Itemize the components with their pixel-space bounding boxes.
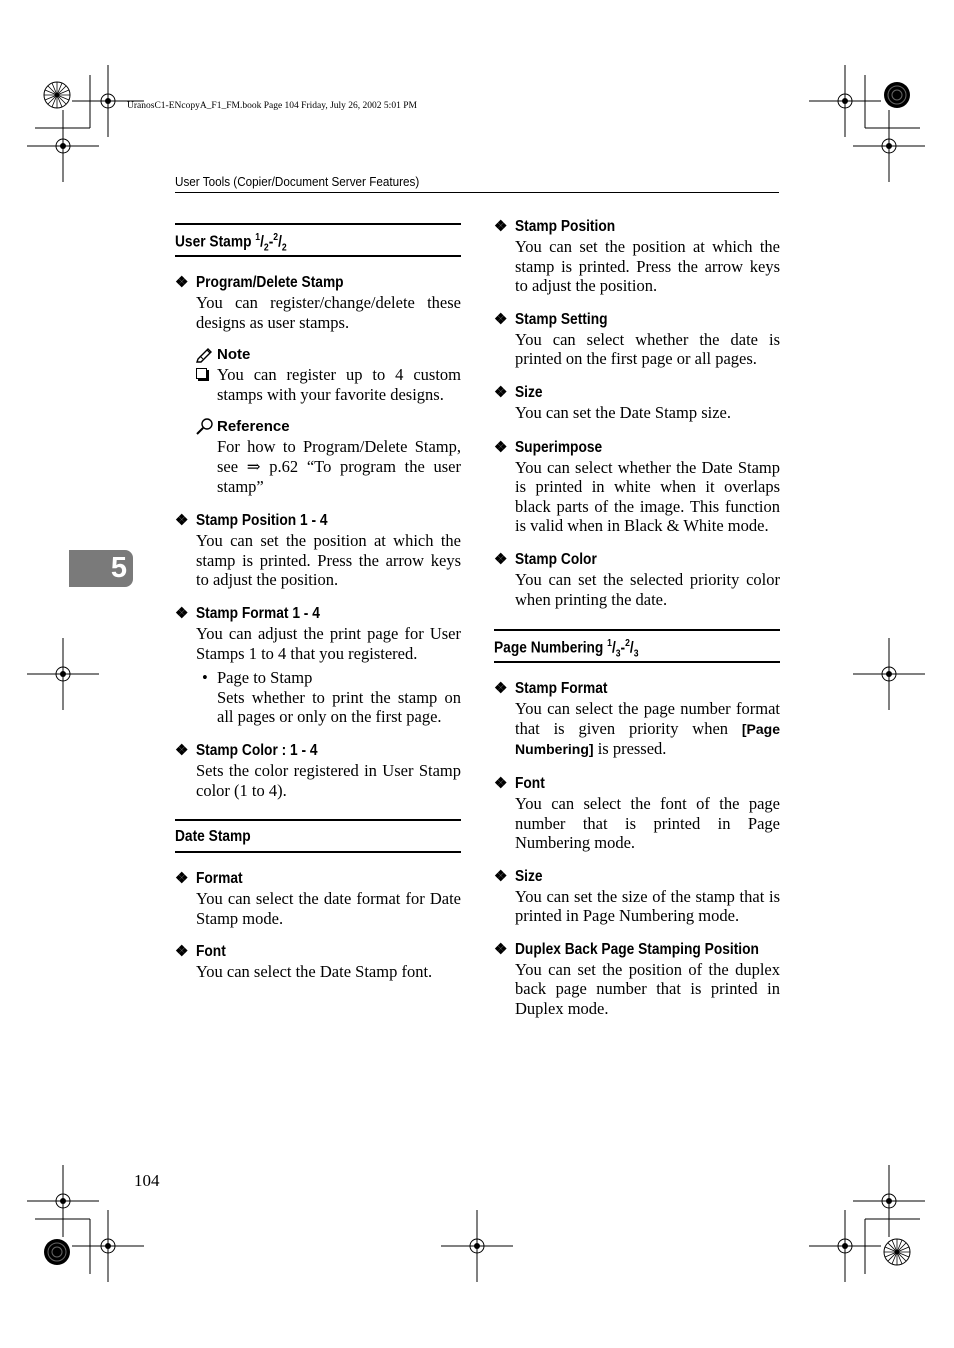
- item-text: You can select the Date Stamp font.: [196, 962, 433, 982]
- section-title: Page Numbering $^1/_3-^2/_3$: [494, 638, 639, 660]
- item-text: You can select the page number format that is given priority when [Page Numbering] is pressed.: [515, 699, 780, 759]
- item-text: You can select whether the date is printed on the first page or all pages.: [515, 329, 780, 369]
- diamond-bullet-icon: ❖: [175, 274, 189, 291]
- item-pn-stamp-format: ❖ Stamp Format: [494, 680, 608, 698]
- item-stamp-position: ❖ Stamp Position: [494, 218, 616, 235]
- diamond-bullet-icon: ❖: [494, 940, 508, 958]
- item-date-font: ❖ Font: [175, 943, 226, 961]
- diamond-bullet-icon: ❖: [175, 741, 189, 759]
- item-stamp-setting: ❖ Stamp Setting: [494, 310, 608, 328]
- item-pn-font: ❖ Font: [494, 774, 545, 792]
- note-item: You can register up to 4 custom stamps with your favorite designs.: [196, 365, 461, 404]
- item-text: You can set the selected priority color when printing the date.: [515, 569, 780, 609]
- page-number: 104: [134, 1171, 160, 1190]
- item-text: You can select the date format for Date Stamp mode.: [196, 889, 461, 928]
- item-text: You can set the Date Stamp size.: [515, 402, 731, 422]
- reference-text: For how to Program/Delete Stamp, see ⇒ p.62 “To program the user stamp”: [217, 437, 461, 496]
- diamond-bullet-icon: ❖: [494, 774, 508, 792]
- chapter-number: 5: [110, 552, 127, 584]
- item-superimpose: ❖ Superimpose: [494, 438, 603, 456]
- item-text: You can select whether the Date Stamp is printed in white when it overlaps black parts of the image. This function is valid when in Black & White mode.: [515, 457, 780, 536]
- diamond-bullet-icon: ❖: [494, 310, 508, 328]
- reference-heading: Reference: [196, 417, 461, 437]
- diamond-bullet-icon: ❖: [494, 550, 508, 568]
- item-date-format: ❖ Format: [175, 870, 243, 888]
- item-size: ❖ Size: [494, 383, 543, 401]
- diamond-bullet-icon: ❖: [494, 438, 508, 456]
- diamond-bullet-icon: ❖: [175, 870, 189, 888]
- item-text: You can register/change/delete these designs as user stamps.: [196, 293, 461, 332]
- bullet-text: Sets whether to print the stamp on all pages or only on the first page.: [217, 687, 461, 727]
- diamond-bullet-icon: ❖: [175, 943, 189, 961]
- item-stamp-position-1-4: ❖ Stamp Position 1 - 4: [175, 512, 328, 530]
- diamond-bullet-icon: ❖: [175, 512, 189, 530]
- item-pn-size: ❖ Size: [494, 867, 543, 885]
- item-pn-duplex: ❖ Duplex Back Page Stamping Position: [494, 940, 759, 958]
- item-stamp-color-1-4: ❖ Stamp Color : 1 - 4: [175, 741, 318, 759]
- item-stamp-format-1-4: ❖ Stamp Format 1 - 4: [175, 604, 320, 622]
- diamond-bullet-icon: ❖: [494, 680, 508, 698]
- item-program-delete-stamp: ❖ Program/Delete Stamp: [175, 274, 344, 291]
- item-text: You can select the font of the page number that is printed in Page Numbering mode.: [515, 793, 780, 853]
- item-text: You can set the position at which the stamp is printed. Press the arrow keys to adjust the position.: [196, 531, 461, 590]
- diamond-bullet-icon: ❖: [494, 867, 508, 885]
- running-title: User Tools (Copier/Document Server Features): [175, 174, 420, 189]
- item-stamp-color: ❖ Stamp Color: [494, 550, 597, 568]
- item-text: You can set the position of the duplex back page number that is printed in Duplex mode.: [515, 959, 780, 1019]
- key-label: [Page Numbering]: [515, 720, 780, 758]
- diamond-bullet-icon: ❖: [494, 383, 508, 401]
- diamond-bullet-icon: ❖: [494, 218, 508, 235]
- diamond-bullet-icon: ❖: [175, 604, 189, 622]
- section-title: Date Stamp: [175, 828, 251, 846]
- item-text: You can set the position at which the stamp is printed. Press the arrow keys to adjust the position.: [515, 237, 780, 296]
- item-text: Sets the color registered in User Stamp color (1 to 4).: [196, 760, 461, 800]
- item-text: You can set the size of the stamp that is printed in Page Numbering mode.: [515, 886, 780, 926]
- item-text: You can adjust the print page for User Stamps 1 to 4 that you registered.: [196, 623, 461, 663]
- bullet-item: • Page to Stamp: [202, 668, 313, 688]
- note-heading: Note: [196, 345, 461, 365]
- file-meta: UranosC1-ENcopyA_F1_FM.book Page 104 Friday, July 26, 2002 5:01 PM: [127, 101, 417, 111]
- section-title: User Stamp $^1/_2-^2/_2$: [175, 232, 287, 254]
